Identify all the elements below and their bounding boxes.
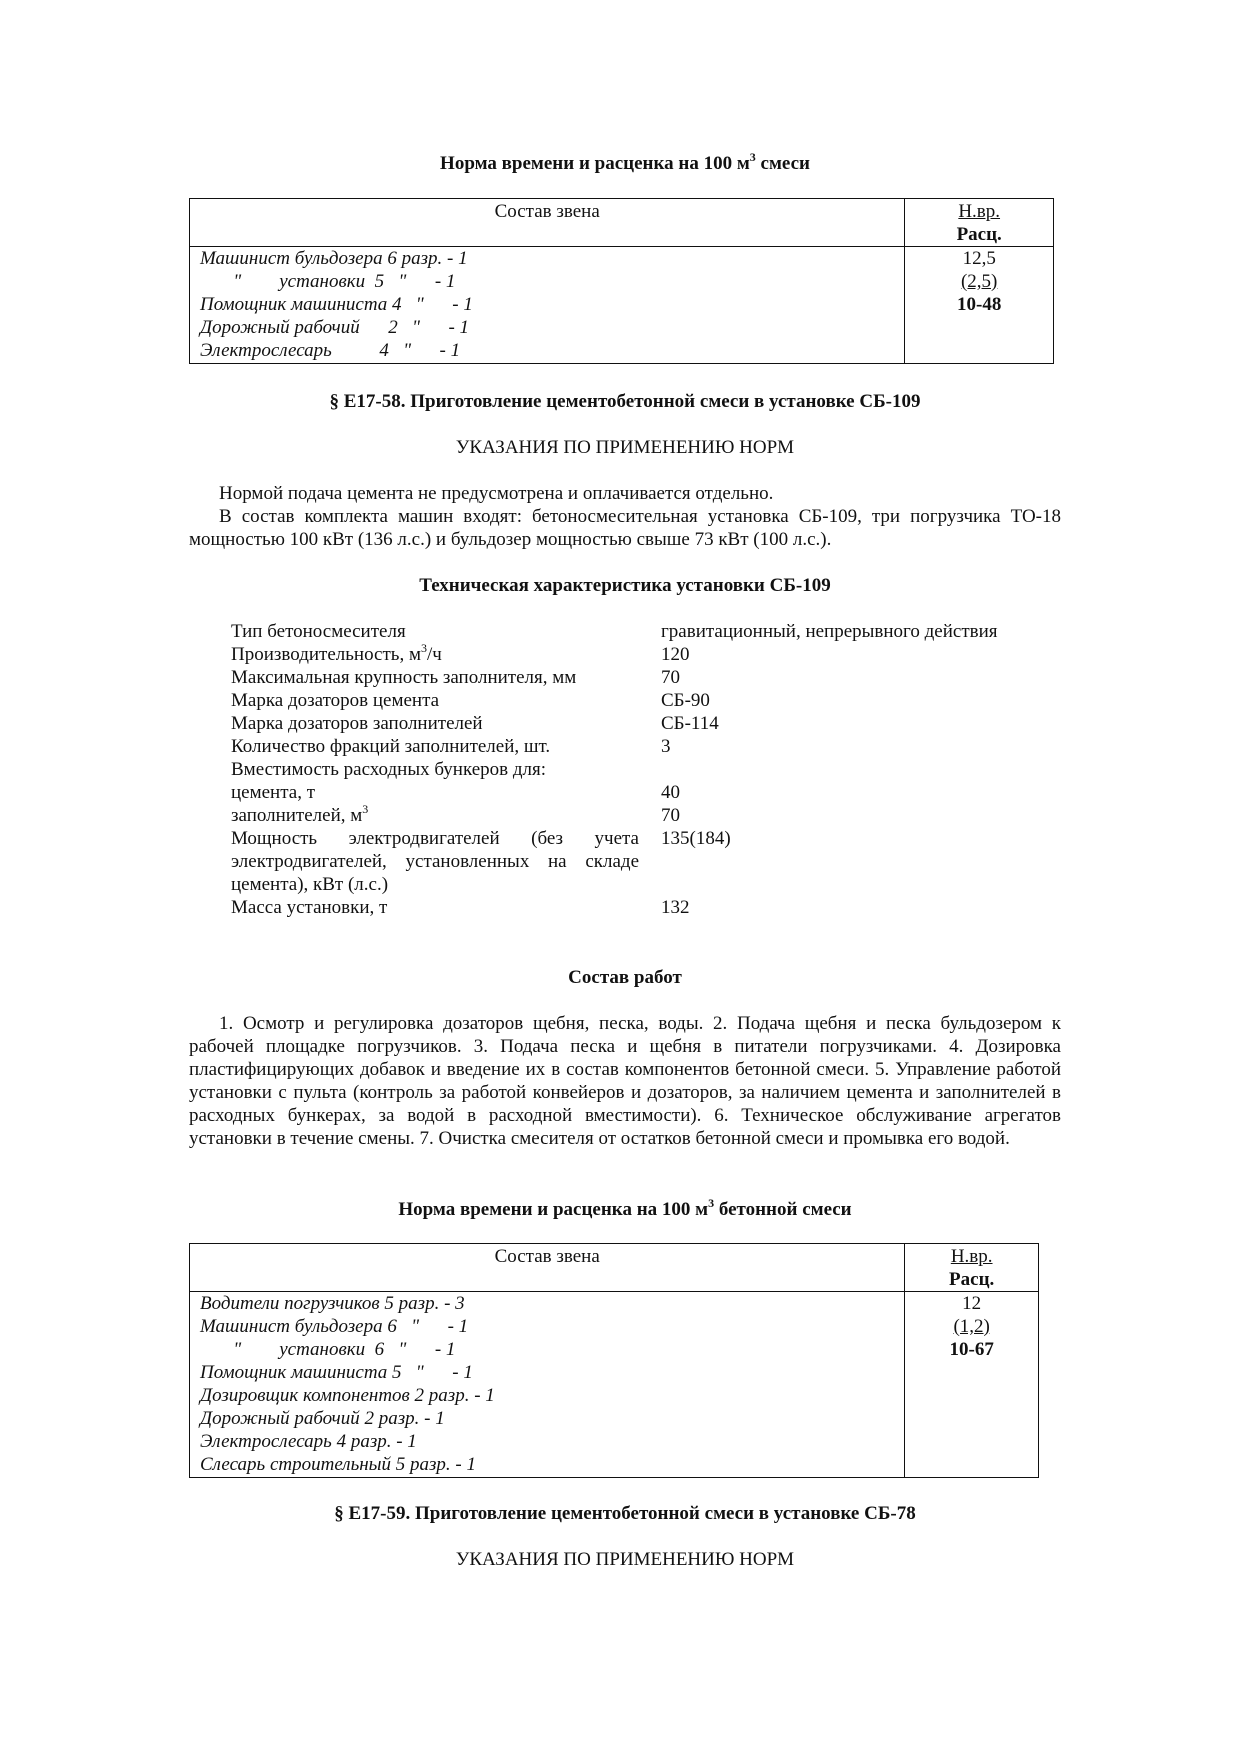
works-text: 1. Осмотр и регулировка дозаторов щебня, песка, воды. 2. Подача щебня и песка бульдозером к рабочей площадке погрузчиков. 3. Подача песка и щебня в питатели погрузчиками. 4. Дозировка пластифицирующих добавок и введение их в состав компонентов бетонной смеси. 5. Управление работой установки с пульта (контроль за работой конвейеров и дозаторов, за наличием цемента и заполнителей в расходных бункерах, за водой в расходной вместимости). 6. Техническое обслуживание агрегатов установки в течение смены. 7. Очистка смесителя от остатков бетонной смеси и промывка его водой. bbox=[189, 1013, 1061, 1149]
norm-table-2 bbox=[189, 1243, 1039, 1478]
rate-header: Н.вр. Расц. bbox=[905, 199, 1054, 247]
spec-row-power: Мощность электродвигателей (без учета электродвигателей, установленных на складе цемента), кВт (л.с.) 135(184) bbox=[231, 828, 731, 895]
norm-table-1 bbox=[189, 198, 1054, 364]
crew-member: Дозировщик компонентов 2 разр. - 1 bbox=[200, 1385, 495, 1406]
crew-members bbox=[190, 1292, 905, 1478]
crew-member: Слесарь строительный 5 разр. - 1 bbox=[200, 1454, 477, 1475]
crew-member: Машинист бульдозера 6 разр. - 1 bbox=[200, 248, 468, 269]
spec-list bbox=[231, 620, 1021, 919]
spec-row-mass: Масса установки, т 132 bbox=[231, 897, 690, 918]
spec-row-productivity: Производительность, $м^3/ч$ 120 bbox=[231, 640, 690, 665]
crew-member: Машинист бульдозера 6 " - 1 bbox=[200, 1316, 469, 1337]
crew-member: Помощник машиниста 4 " - 1 bbox=[200, 294, 473, 315]
time-norm-paren: (1,2) bbox=[953, 1316, 990, 1337]
crew-header: Состав звена bbox=[190, 1244, 905, 1292]
time-norm-paren: (2,5) bbox=[960, 271, 998, 292]
instructions-heading-58: УКАЗАНИЯ ПО ПРИМЕНЕНИЮ НОРМ bbox=[455, 437, 795, 458]
section-58-title: § Е17-58. Приготовление цементобетонной смеси в установке СБ-109 bbox=[329, 391, 921, 412]
spec-row-aggregate-size: Максимальная крупность заполнителя, мм 70 bbox=[231, 667, 680, 688]
time-norm: 12 bbox=[962, 1293, 982, 1314]
crew-header: Состав звена bbox=[190, 199, 905, 247]
spec-row-type: Тип бетоносмесителя гравитационный, непрерывного действия bbox=[231, 621, 998, 642]
crew-members bbox=[190, 247, 905, 364]
spec-row-cement-dosers: Марка дозаторов цемента СБ-90 bbox=[231, 690, 710, 711]
spec-row-bunkers: Вместимость расходных бункеров для: bbox=[231, 759, 547, 780]
rate-values bbox=[905, 247, 1054, 364]
spec-heading: Техническая характеристика установки СБ-109 bbox=[419, 575, 831, 596]
table1-title: Норма времени и расценка на 100 $м^3$ смеси bbox=[440, 149, 810, 174]
rate-header: Н.вр. Расц. bbox=[905, 1244, 1039, 1292]
crew-member: " установки 6 " - 1 bbox=[200, 1339, 456, 1360]
crew-member: Дорожный рабочий 2 " - 1 bbox=[200, 317, 470, 338]
crew-member: Электрослесарь 4 " - 1 bbox=[200, 340, 461, 361]
crew-member: Водители погрузчиков 5 разр. - 3 bbox=[200, 1293, 465, 1314]
instructions-heading-59: УКАЗАНИЯ ПО ПРИМЕНЕНИЮ НОРМ bbox=[455, 1549, 795, 1570]
rate-price: 10-48 bbox=[957, 294, 1002, 315]
spec-row-aggregate-dosers: Марка дозаторов заполнителей СБ-114 bbox=[231, 713, 719, 734]
rate-values bbox=[905, 1292, 1039, 1478]
section-59-title: § Е17-59. Приготовление цементобетонной смеси в установке СБ-78 bbox=[334, 1503, 916, 1524]
spec-row-fractions: Количество фракций заполнителей, шт. 3 bbox=[231, 736, 671, 757]
crew-member: Помощник машиниста 5 " - 1 bbox=[200, 1362, 473, 1383]
crew-member: Электрослесарь 4 разр. - 1 bbox=[200, 1431, 417, 1452]
instruction-para-2: В состав комплекта машин входят: бетоносмесительная установка СБ-109, три погрузчика ТО-18 мощностью 100 кВт (136 л.с.) и бульдозер мощностью свыше 73 кВт (100 л.с.). bbox=[189, 506, 1061, 550]
spec-row-aggregate-bunker: заполнителей, $м^3$ 70 bbox=[231, 801, 680, 826]
crew-member: Дорожный рабочий 2 разр. - 1 bbox=[200, 1408, 445, 1429]
rate-price: 10-67 bbox=[949, 1339, 994, 1360]
table2-title: Норма времени и расценка на 100 $м^3$ бетонной смеси bbox=[398, 1195, 852, 1220]
time-norm: 12,5 bbox=[962, 248, 996, 269]
crew-member: " установки 5 " - 1 bbox=[200, 271, 456, 292]
instruction-para-1: Нормой подача цемента не предусмотрена и оплачивается отдельно. bbox=[219, 483, 774, 504]
spec-row-cement-bunker: цемента, т 40 bbox=[231, 782, 680, 803]
works-heading: Состав работ bbox=[568, 967, 682, 988]
